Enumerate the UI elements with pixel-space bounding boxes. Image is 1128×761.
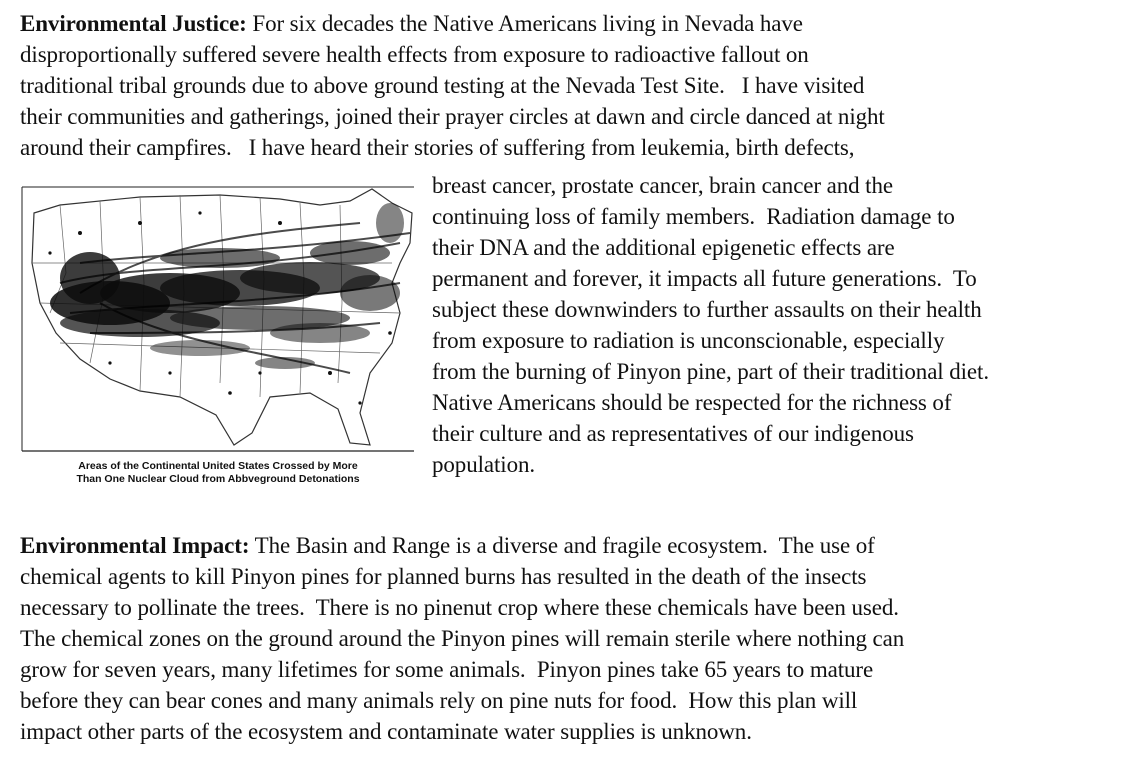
justice-line-11: from exposure to radiation is unconscionable, especially (432, 328, 945, 353)
impact-line-2: chemical agents to kill Pinyon pines for planned burns has resulted in the death of the insects (20, 564, 867, 589)
impact-line-6: before they can bear cones and many animals rely on pine nuts for food. How this plan will (20, 688, 858, 713)
justice-line-3: traditional tribal grounds due to above ground testing at the Nevada Test Site. I have visited (20, 73, 865, 98)
justice-line-15: population. (432, 452, 536, 477)
impact-line-4: The chemical zones on the ground around the Pinyon pines will remain sterile where nothing can (20, 626, 905, 651)
fallout-map (20, 183, 416, 455)
justice-heading: Environmental Justice: (20, 11, 247, 36)
impact-text: The Basin and Range is a diverse and fragile ecosystem. The use of (249, 533, 875, 558)
justice-line-6: breast cancer, prostate cancer, brain cancer and the (432, 173, 893, 198)
justice-line-14: their culture and as representatives of our indigenous (432, 421, 914, 446)
justice-line-10: subject these downwinders to further assaults on their health (432, 297, 982, 322)
justice-line-12: from the burning of Pinyon pine, part of their traditional diet. (432, 359, 989, 384)
impact-line-7: impact other parts of the ecosystem and contaminate water supplies is unknown. (20, 719, 752, 744)
justice-line-2: disproportionally suffered severe health effects from exposure to radioactive fallout on (20, 42, 809, 67)
justice-line-1 (20, 8, 803, 39)
impact-line-5: grow for seven years, many lifetimes for some animals. Pinyon pines take 65 years to mature (20, 657, 874, 682)
justice-line-8: their DNA and the additional epigenetic effects are (432, 235, 895, 260)
justice-text: For six decades the Native Americans living in Nevada have (246, 11, 803, 36)
justice-line-13: Native Americans should be respected for the richness of (432, 390, 952, 415)
justice-line-5: around their campfires. I have heard their stories of suffering from leukemia, birth defects, (20, 135, 855, 160)
map-caption-line-2: Than One Nuclear Cloud from Abbveground Detonations (76, 473, 360, 485)
impact-heading: Environmental Impact: (20, 533, 250, 558)
map-caption (20, 460, 416, 486)
impact-line-1 (20, 530, 875, 561)
justice-line-7: continuing loss of family members. Radiation damage to (432, 204, 955, 229)
us-map-image (20, 183, 416, 455)
justice-line-9: permanent and forever, it impacts all future generations. To (432, 266, 977, 291)
justice-line-4: their communities and gatherings, joined their prayer circles at dawn and circle danced at night (20, 104, 885, 129)
map-caption-line-1: Areas of the Continental United States Crossed by More (78, 460, 358, 472)
impact-line-3: necessary to pollinate the trees. There is no pinenut crop where these chemicals have been used. (20, 595, 899, 620)
